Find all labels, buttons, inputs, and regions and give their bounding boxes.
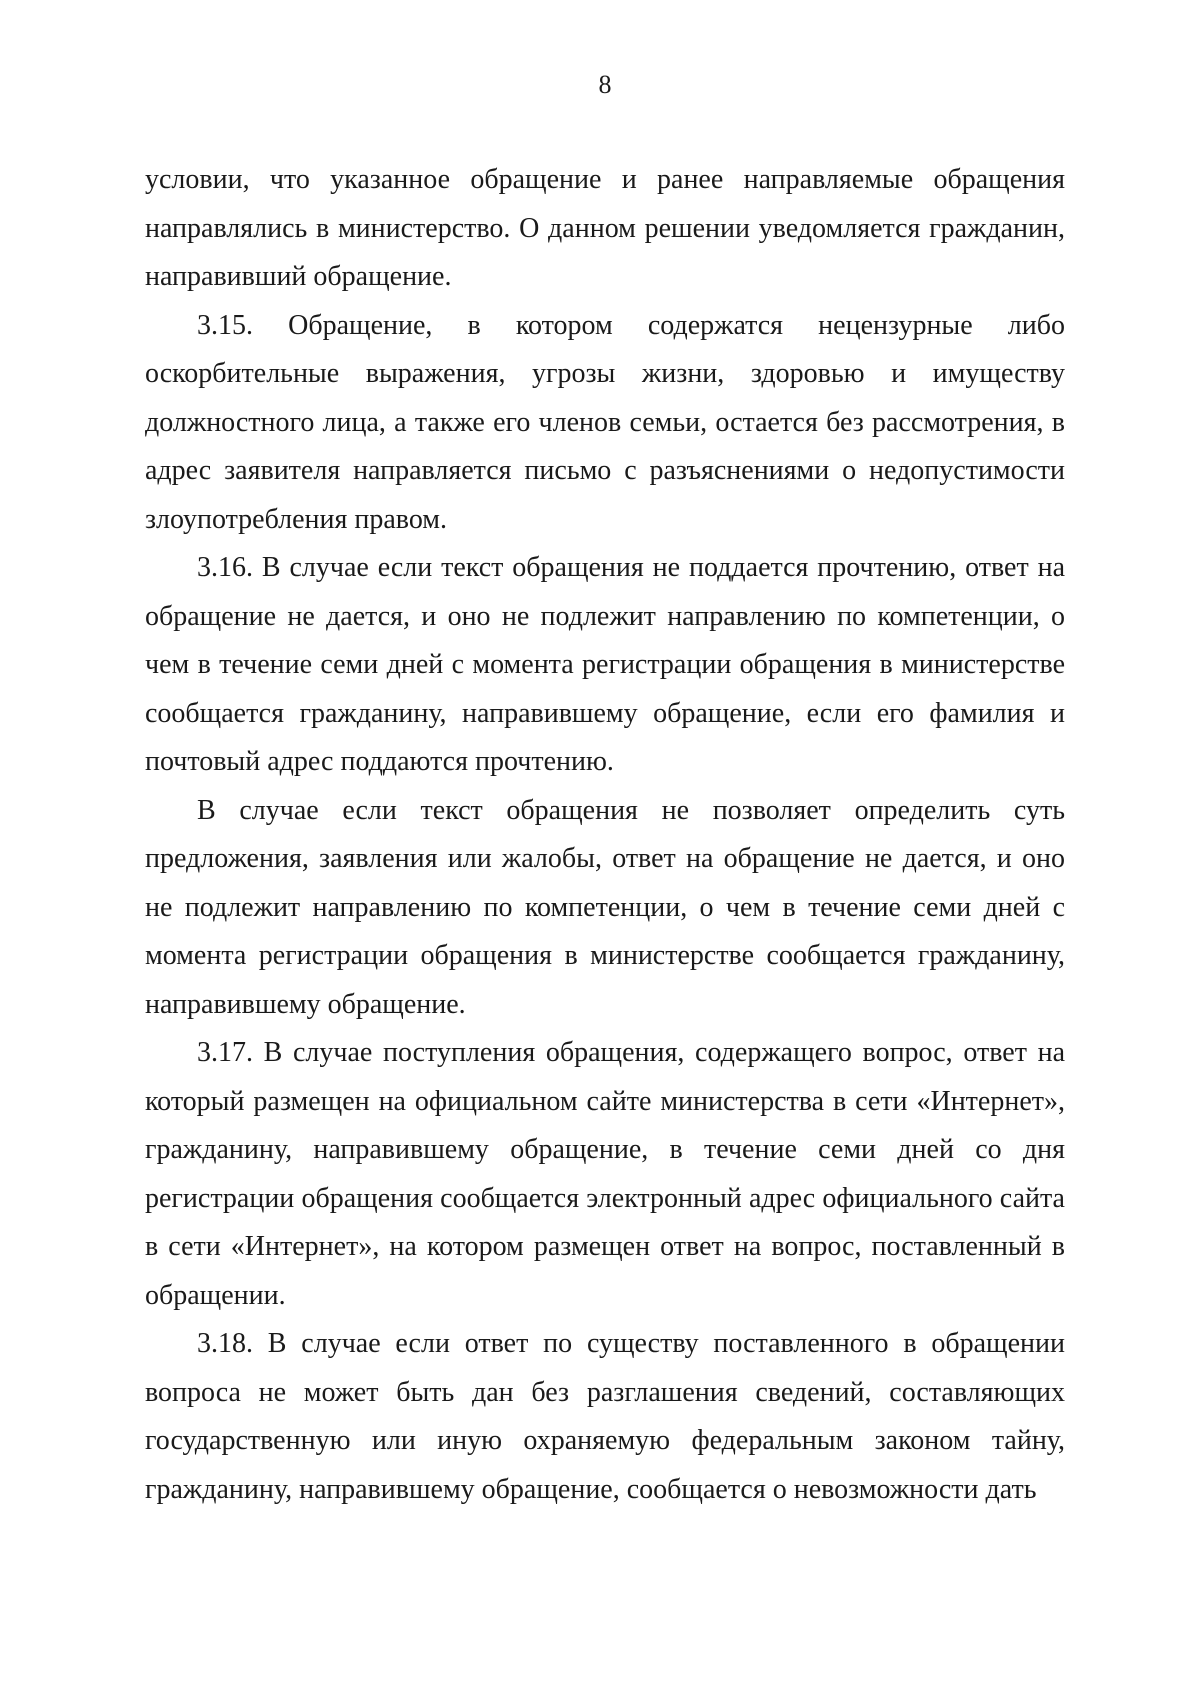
document-body <box>145 156 1065 1514</box>
paragraph-3-16: 3.16. В случае если текст обращения не поддается прочтению, ответ на обращение не дается, и оно не подлежит направлению по компетенции, о чем в течение семи дней с момента регистрации обращения в министерстве сообщается гражданину, направившему обращение, если его фамилия и почтовый адрес поддаются прочтению. <box>145 552 1065 777</box>
paragraph-3-15: 3.15. Обращение, в котором содержатся нецензурные либо оскорбительные выражения, угрозы жизни, здоровью и имуществу должностного лица, а также его членов семьи, остается без рассмотрения, в адрес заявителя направляется письмо с разъяснениями о недопустимости злоупотребления правом. <box>145 309 1065 535</box>
paragraph-3-16-second: В случае если текст обращения не позволяет определить суть предложения, заявления или жалобы, ответ на обращение не дается, и оно не подлежит направлению по компетенции, о чем в течение семи дней с момента регистрации обращения в министерстве сообщается гражданину, направившему обращение. <box>145 794 1065 1020</box>
paragraph-3-17: 3.17. В случае поступления обращения, содержащего вопрос, ответ на который размещен на официальном сайте министерства в сети «Интернет», гражданину, направившему обращение, в течение семи дней со дня регистрации обращения сообщается электронный адрес официального сайта в сети «Интернет», на котором размещен ответ на вопрос, поставленный в обращении. <box>145 1037 1065 1311</box>
paragraph-3-18: 3.18. В случае если ответ по существу поставленного в обращении вопроса не может быть дан без разглашения сведений, составляющих государственную или иную охраняемую федеральным законом тайну, гражданину, направившему обращение, сообщается о невозможности дать <box>145 1328 1065 1505</box>
page-number: 8 <box>598 70 612 99</box>
paragraph-continuation: условии, что указанное обращение и ранее направляемые обращения направлялись в министерство. О данном решении уведомляется гражданин, направивший обращение. <box>145 164 1065 292</box>
